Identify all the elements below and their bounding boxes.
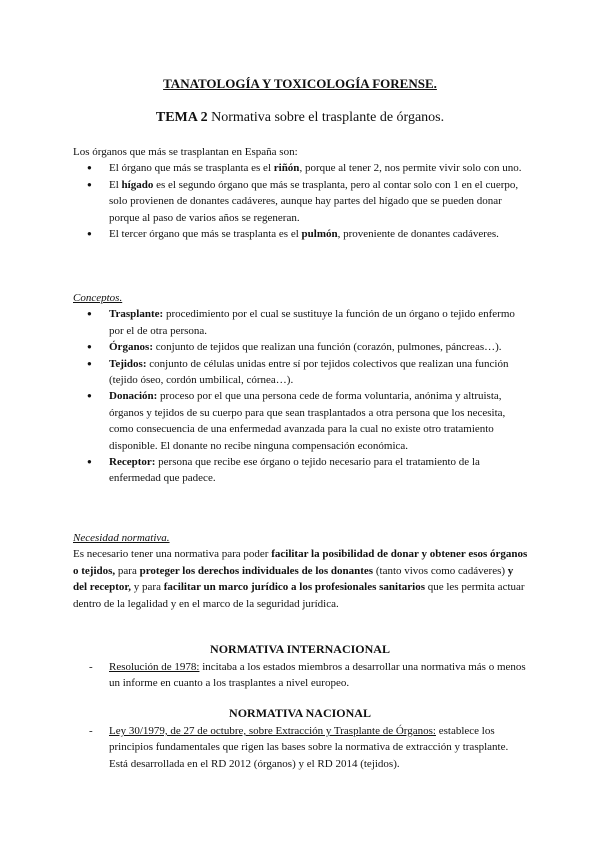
internacional-heading: NORMATIVA INTERNACIONAL [210, 642, 390, 656]
conceptos-list [73, 306, 528, 486]
list-item: ● Donación: proceso por el que una persona cede de forma voluntaria, anónima y altruista, órganos y tejidos de su cuerpo para que sean trasplantados a otra persona que los necesita, como consecuencia de una enfermedad avanzada para la cual no existe otro tratamiento disponible. El donante no recibe ninguna compensación económica. [73, 388, 528, 454]
list-item: - Ley 30/1979, de 27 de octubre, sobre Extracción y Trasplante de Órganos: establece los principios fundamentales que rigen las bases sobre la normativa de extracción y trasplante. Está desarrollada en el RD 2012 (órganos) y el RD 2014 (tejidos). [73, 723, 528, 772]
list-item: ● Receptor: persona que recibe ese órgano o tejido necesario para el tratamiento de la enfermedad que padece. [73, 454, 528, 487]
list-item: - Resolución de 1978: incitaba a los estados miembros a desarrollar una normativa más o menos un informe en cuanto a los trasplantes a nivel europeo. [73, 659, 528, 692]
document-subtitle [0, 110, 600, 126]
organs-list [73, 160, 528, 242]
list-item: ● Trasplante: procedimiento por el cual se sustituye la función de un órgano o tejido enfermo por el de otra persona. [73, 306, 528, 339]
list-item: ● El tercer órgano que más se trasplanta es el pulmón, proveniente de donantes cadáveres. [73, 226, 528, 242]
intro-text: Los órganos que más se trasplantan en España son: [73, 146, 298, 158]
tema-label: TEMA 2 [155, 110, 208, 125]
list-item: ● El órgano que más se trasplanta es el riñón, porque al tener 2, nos permite vivir solo con uno. [73, 160, 528, 176]
nacional-section [73, 723, 528, 772]
nacional-heading: NORMATIVA NACIONAL [229, 706, 371, 720]
conceptos-section [73, 290, 528, 487]
organs-section [73, 144, 528, 242]
necesidad-label: Necesidad normativa. [73, 532, 170, 544]
list-item: ● Órganos: conjunto de tejidos que realizan una función (corazón, pulmones, páncreas…). [73, 339, 528, 355]
internacional-section [73, 659, 528, 692]
conceptos-label: Conceptos. [73, 292, 123, 304]
necesidad-section [73, 530, 528, 612]
necesidad-paragraph: Es necesario tener una normativa para poder facilitar la posibilidad de donar y obtener esos órganos o tejidos, para proteger los derechos individuales de los donantes (tanto vivos como cadáveres) y del receptor, y para facilitar un marco jurídico a los profesionales sanitarios que les permita actuar dentro de la legalidad y en el marco de la seguridad jurídica. [73, 548, 528, 610]
tema-text: Normativa sobre el trasplante de órganos. [211, 110, 445, 125]
list-item: ● El hígado es el segundo órgano que más se trasplanta, pero al contar solo con 1 en el cuerpo, solo provienen de donantes cadáveres, aunque hay partes del hígado que se pueden donar porque al paso de varios años se regeneran. [73, 177, 528, 226]
document-title: TANATOLOGÍA Y TOXICOLOGÍA FORENSE. [163, 76, 437, 91]
list-item: ● Tejidos: conjunto de células unidas entre sí por tejidos colectivos que realizan una función (tejido óseo, cordón umbilical, córnea…). [73, 356, 528, 389]
